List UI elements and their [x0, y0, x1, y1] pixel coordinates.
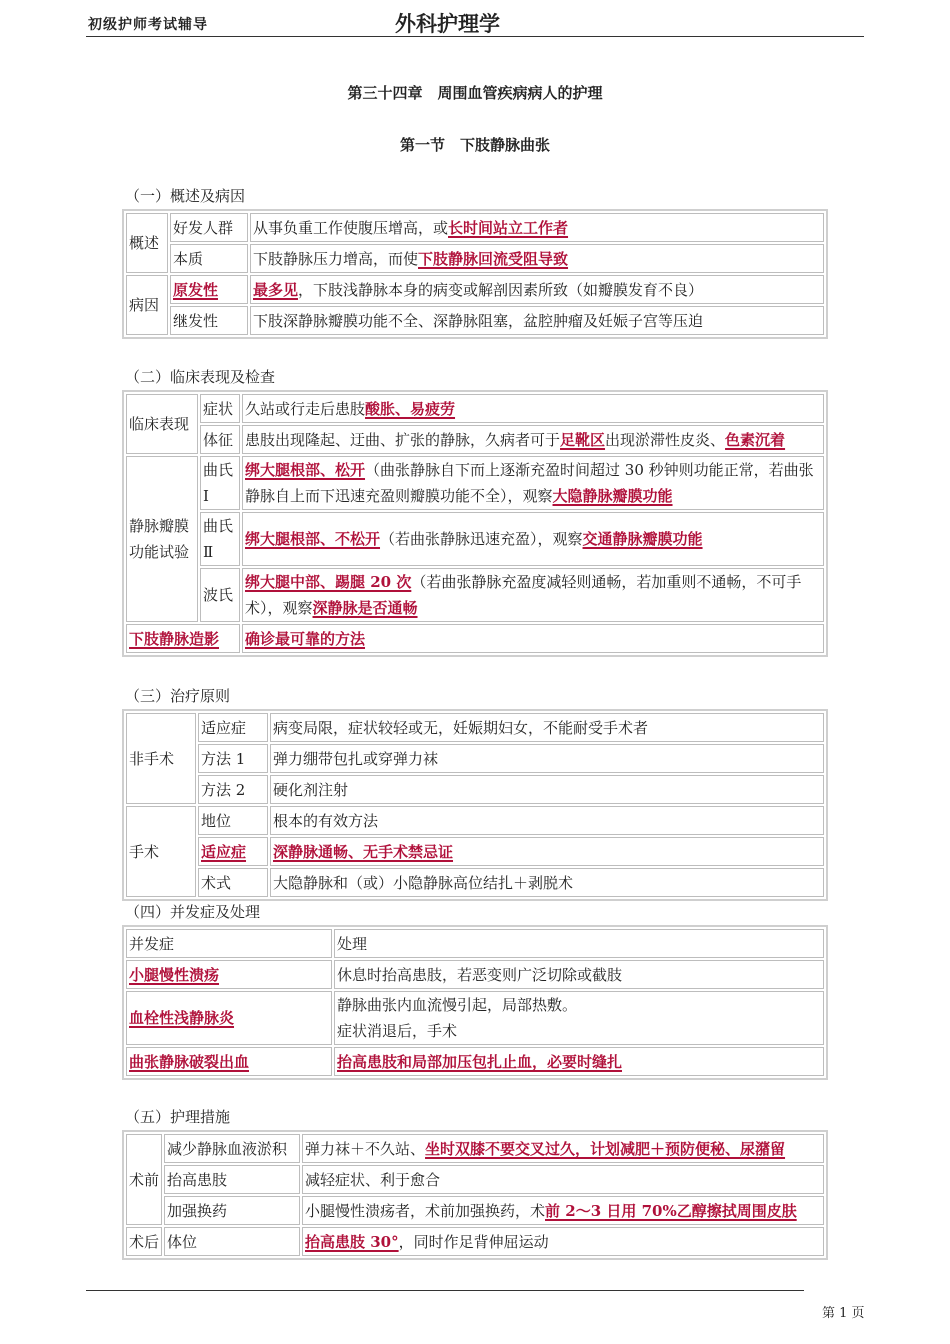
- row-label: 方法 2: [198, 775, 268, 804]
- row-label: 血栓性浅静脉炎: [126, 991, 332, 1045]
- row-value: 大隐静脉和（或）小隐静脉高位结扎＋剥脱术: [270, 868, 824, 897]
- header-divider: [86, 36, 864, 37]
- row-value: 下肢静脉压力增高，而使下肢静脉回流受阻导致: [250, 244, 824, 273]
- row-group-label: 静脉瓣膜功能试验: [126, 456, 198, 622]
- table-row: [126, 1165, 824, 1194]
- row-value: 休息时抬高患肢，若恶变则广泛切除或截肢: [334, 960, 824, 989]
- row-label: 本质: [170, 244, 248, 273]
- table-row: [126, 425, 824, 454]
- table-row: [126, 568, 824, 622]
- table-row: [126, 512, 824, 566]
- row-label: 适应症: [198, 837, 268, 866]
- row-group-label: 术前: [126, 1134, 162, 1225]
- row-group-label: 病因: [126, 275, 168, 335]
- subsection-title-5: （五）护理措施: [125, 1108, 231, 1126]
- table-row: [126, 868, 824, 897]
- row-value: 绑大腿根部、不松开（若曲张静脉迅速充盈），观察交通静脉瓣膜功能: [242, 512, 824, 566]
- table-row: [126, 991, 824, 1045]
- row-label: 抬高患肢: [164, 1165, 300, 1194]
- row-value: 弹力袜＋不久站、坐时双膝不要交叉过久，计划减肥＋预防便秘、尿潴留: [302, 1134, 824, 1163]
- subsection-title-2: （二）临床表现及检查: [125, 368, 276, 386]
- header-left: 初级护师考试辅导: [88, 17, 208, 33]
- row-value: 绑大腿中部、踢腿 20 次（若曲张静脉充盈度减轻则通畅，若加重则不通畅，不可手术），观察深静脉是否通畅: [242, 568, 824, 622]
- row-value: 抬高患肢 30°，同时作足背伸屈运动: [302, 1227, 824, 1256]
- table-row: [126, 1227, 824, 1256]
- table-row: [126, 1196, 824, 1225]
- footer-divider: [86, 1290, 804, 1291]
- row-value: 病变局限，症状较轻或无，妊娠期妇女，不能耐受手术者: [270, 713, 824, 742]
- section-title: 第一节 下肢静脉曲张: [399, 136, 550, 154]
- nursing-table: [122, 1130, 828, 1260]
- subsection-title-1: （一）概述及病因: [125, 187, 246, 205]
- row-label: 方法 1: [198, 744, 268, 773]
- overview-table: [122, 209, 828, 339]
- row-group-label: 概述: [126, 213, 168, 273]
- row-value: 最多见，下肢浅静脉本身的病变或解剖因素所致（如瓣膜发育不良）: [250, 275, 824, 304]
- table-row: [126, 806, 824, 835]
- row-label: 症状: [200, 394, 240, 423]
- row-label: 地位: [198, 806, 268, 835]
- table-row: [126, 624, 824, 653]
- row-value: 硬化剂注射: [270, 775, 824, 804]
- table-row: [126, 960, 824, 989]
- row-label: 小腿慢性溃疡: [126, 960, 332, 989]
- row-value: 下肢深静脉瓣膜功能不全、深静脉阻塞，盆腔肿瘤及妊娠子宫等压迫: [250, 306, 824, 335]
- row-value: 弹力绷带包扎或穿弹力袜: [270, 744, 824, 773]
- row-label: 术式: [198, 868, 268, 897]
- row-group-label: 术后: [126, 1227, 162, 1256]
- treatment-table: [122, 709, 828, 901]
- row-value: 减轻症状、利于愈合: [302, 1165, 824, 1194]
- table-row: [126, 394, 824, 423]
- row-label: 体征: [200, 425, 240, 454]
- row-value: 患肢出现隆起、迂曲、扩张的静脉，久病者可于足靴区出现淤滞性皮炎、色素沉着: [242, 425, 824, 454]
- row-label: 好发人群: [170, 213, 248, 242]
- row-label: 体位: [164, 1227, 300, 1256]
- table-row: [126, 837, 824, 866]
- subsection-title-3: （三）治疗原则: [125, 687, 231, 705]
- complication-table: [122, 925, 828, 1080]
- subsection-title-4: （四）并发症及处理: [125, 903, 261, 921]
- clinical-table: [122, 390, 828, 657]
- column-header: 并发症: [126, 929, 332, 958]
- row-label: 曲氏Ⅱ: [200, 512, 240, 566]
- row-label: 减少静脉血液淤积: [164, 1134, 300, 1163]
- table-row: [126, 213, 824, 242]
- table-row: [126, 929, 824, 958]
- row-value: 确诊最可靠的方法: [242, 624, 824, 653]
- table-row: [126, 744, 824, 773]
- table-row: [126, 775, 824, 804]
- row-value: 抬高患肢和局部加压包扎止血，必要时缝扎: [334, 1047, 824, 1076]
- table-row: [126, 275, 824, 304]
- chapter-title: 第三十四章 周围血管疾病病人的护理: [347, 84, 603, 102]
- page-number: 第 1 页: [822, 1306, 865, 1321]
- row-label: 原发性: [170, 275, 248, 304]
- header-title: 外科护理学: [395, 11, 500, 36]
- table-row: [126, 244, 824, 273]
- row-value: 静脉曲张内血流慢引起，局部热敷。 症状消退后，手术: [334, 991, 824, 1045]
- row-value: 久站或行走后患肢酸胀、易疲劳: [242, 394, 824, 423]
- row-label: 波氏: [200, 568, 240, 622]
- column-header: 处理: [334, 929, 824, 958]
- row-group-label: 手术: [126, 806, 196, 897]
- table-row: [126, 713, 824, 742]
- row-group-label: 非手术: [126, 713, 196, 804]
- row-value: 绑大腿根部、松开（曲张静脉自下而上逐渐充盈时间超过 30 秒钟则功能正常，若曲张静脉自上而下迅速充盈则瓣膜功能不全），观察大隐静脉瓣膜功能: [242, 456, 824, 510]
- row-group-label: 临床表现: [126, 394, 198, 454]
- row-label: 曲氏Ⅰ: [200, 456, 240, 510]
- row-value: 根本的有效方法: [270, 806, 824, 835]
- row-label: 下肢静脉造影: [126, 624, 240, 653]
- row-value: 小腿慢性溃疡者，术前加强换药，术前 2～3 日用 70%乙醇擦拭周围皮肤: [302, 1196, 824, 1225]
- row-value: 从事负重工作使腹压增高，或长时间站立工作者: [250, 213, 824, 242]
- table-row: [126, 1134, 824, 1163]
- table-row: [126, 1047, 824, 1076]
- table-row: [126, 306, 824, 335]
- row-label: 曲张静脉破裂出血: [126, 1047, 332, 1076]
- table-row: [126, 456, 824, 510]
- row-label: 继发性: [170, 306, 248, 335]
- row-label: 加强换药: [164, 1196, 300, 1225]
- row-label: 适应症: [198, 713, 268, 742]
- row-value: 深静脉通畅、无手术禁忌证: [270, 837, 824, 866]
